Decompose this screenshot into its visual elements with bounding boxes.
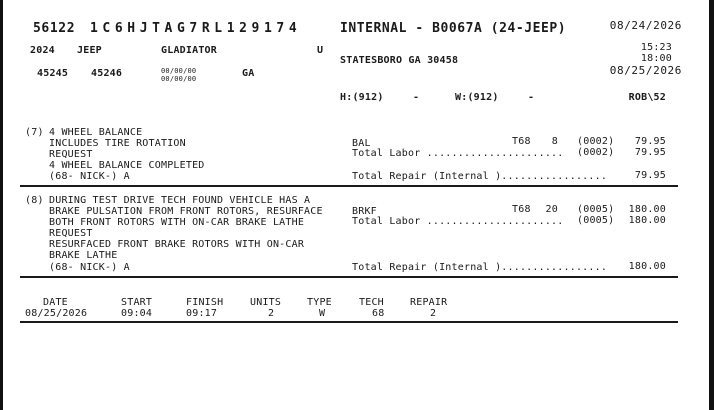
job-description-line: 4 WHEEL BALANCE <box>49 127 143 138</box>
total-repair-label: Total Repair (Internal )................. <box>352 171 608 182</box>
total-repair-amount: 180.00 <box>628 261 666 272</box>
vehicle-model: GLADIATOR <box>161 45 217 56</box>
line-amount: 180.00 <box>628 204 666 215</box>
labor-code: (0002) <box>577 147 615 158</box>
right-scan-edge <box>709 0 714 410</box>
summary-value-units: 2 <box>268 308 275 319</box>
time-promised: 18:00 <box>640 53 672 64</box>
summary-header-date: DATE <box>43 297 68 308</box>
time-in: 15:23 <box>640 42 672 53</box>
section-divider <box>20 321 678 323</box>
ro-number: 56122 <box>33 21 76 36</box>
job-description-line: RESURFACED FRONT BRAKE ROTORS WITH ON-CAR <box>49 239 305 250</box>
mileage-in: 45245 <box>37 68 69 79</box>
summary-header-start: START <box>121 297 153 308</box>
job-description-line: (68- NICK-) A <box>49 171 130 182</box>
job-description-line: REQUEST <box>49 149 93 160</box>
date-field-2: 00/00/00 <box>161 75 197 83</box>
labor-hours: 8 <box>551 136 558 147</box>
open-date: 08/24/2026 <box>609 19 682 32</box>
summary-value-tech: 68 <box>372 308 385 319</box>
state-code: GA <box>242 68 255 79</box>
job-description-line: BRAKE LATHE <box>49 250 118 261</box>
labor-amount: 79.95 <box>634 147 666 158</box>
job-description-line: REQUEST <box>49 228 93 239</box>
total-labor-label: Total Labor ...................... <box>352 216 564 227</box>
summary-value-finish: 09:17 <box>186 308 218 319</box>
home-phone-separator: - <box>413 92 420 103</box>
total-repair-amount: 79.95 <box>634 170 666 181</box>
job-line-label: (7) <box>25 127 44 138</box>
service-advisor: ROB\52 <box>628 92 666 103</box>
summary-header-finish: FINISH <box>186 297 224 308</box>
summary-header-tech: TECH <box>359 297 384 308</box>
mileage-out: 45246 <box>91 68 123 79</box>
summary-value-date: 08/25/2026 <box>25 308 88 319</box>
summary-header-type: TYPE <box>307 297 332 308</box>
vehicle-flag: U <box>317 45 324 56</box>
job-description-line: INCLUDES TIRE ROTATION <box>49 138 186 149</box>
labor-code: (0005) <box>577 204 615 215</box>
vehicle-year: 2024 <box>30 45 55 56</box>
total-repair-label: Total Repair (Internal )................. <box>352 262 608 273</box>
summary-value-start: 09:04 <box>121 308 153 319</box>
job-description-line: 4 WHEEL BALANCE COMPLETED <box>49 160 205 171</box>
job-description-line: (68- NICK-) A <box>49 262 130 273</box>
work-phone: W:(912) <box>455 92 499 103</box>
labor-code: (0002) <box>577 136 615 147</box>
vin: 1C6HJTAG7RL129174 <box>90 21 302 36</box>
tech-code: T68 <box>512 136 531 147</box>
summary-value-type: W <box>319 308 326 319</box>
customer-city-state-zip: STATESBORO GA 30458 <box>340 55 459 66</box>
labor-hours: 20 <box>545 204 558 215</box>
job-description-line: BOTH FRONT ROTORS WITH ON-CAR BRAKE LATHE <box>49 217 305 228</box>
section-divider <box>20 276 678 278</box>
job-line-label: (8) <box>25 195 44 206</box>
document-title: INTERNAL - B0067A (24-JEEP) <box>340 21 567 36</box>
labor-amount: 180.00 <box>628 215 666 226</box>
vehicle-make: JEEP <box>77 45 102 56</box>
home-phone: H:(912) <box>340 92 384 103</box>
summary-value-repair: 2 <box>430 308 437 319</box>
summary-header-units: UNITS <box>250 297 282 308</box>
work-phone-separator: - <box>528 92 535 103</box>
left-scan-edge <box>0 0 3 410</box>
job-description-line: DURING TEST DRIVE TECH FOUND VEHICLE HAS A <box>49 195 311 206</box>
total-labor-label: Total Labor ...................... <box>352 148 564 159</box>
op-code: BRKF <box>352 206 377 217</box>
job-description-line: BRAKE PULSATION FROM FRONT ROTORS, RESURFACE <box>49 206 323 217</box>
op-code: BAL <box>352 138 371 149</box>
close-date: 08/25/2026 <box>609 64 682 77</box>
summary-header-repair: REPAIR <box>410 297 448 308</box>
labor-code: (0005) <box>577 215 615 226</box>
date-field-1: 00/00/00 <box>161 67 197 75</box>
section-divider <box>20 185 678 187</box>
line-amount: 79.95 <box>634 136 666 147</box>
tech-code: T68 <box>512 204 531 215</box>
